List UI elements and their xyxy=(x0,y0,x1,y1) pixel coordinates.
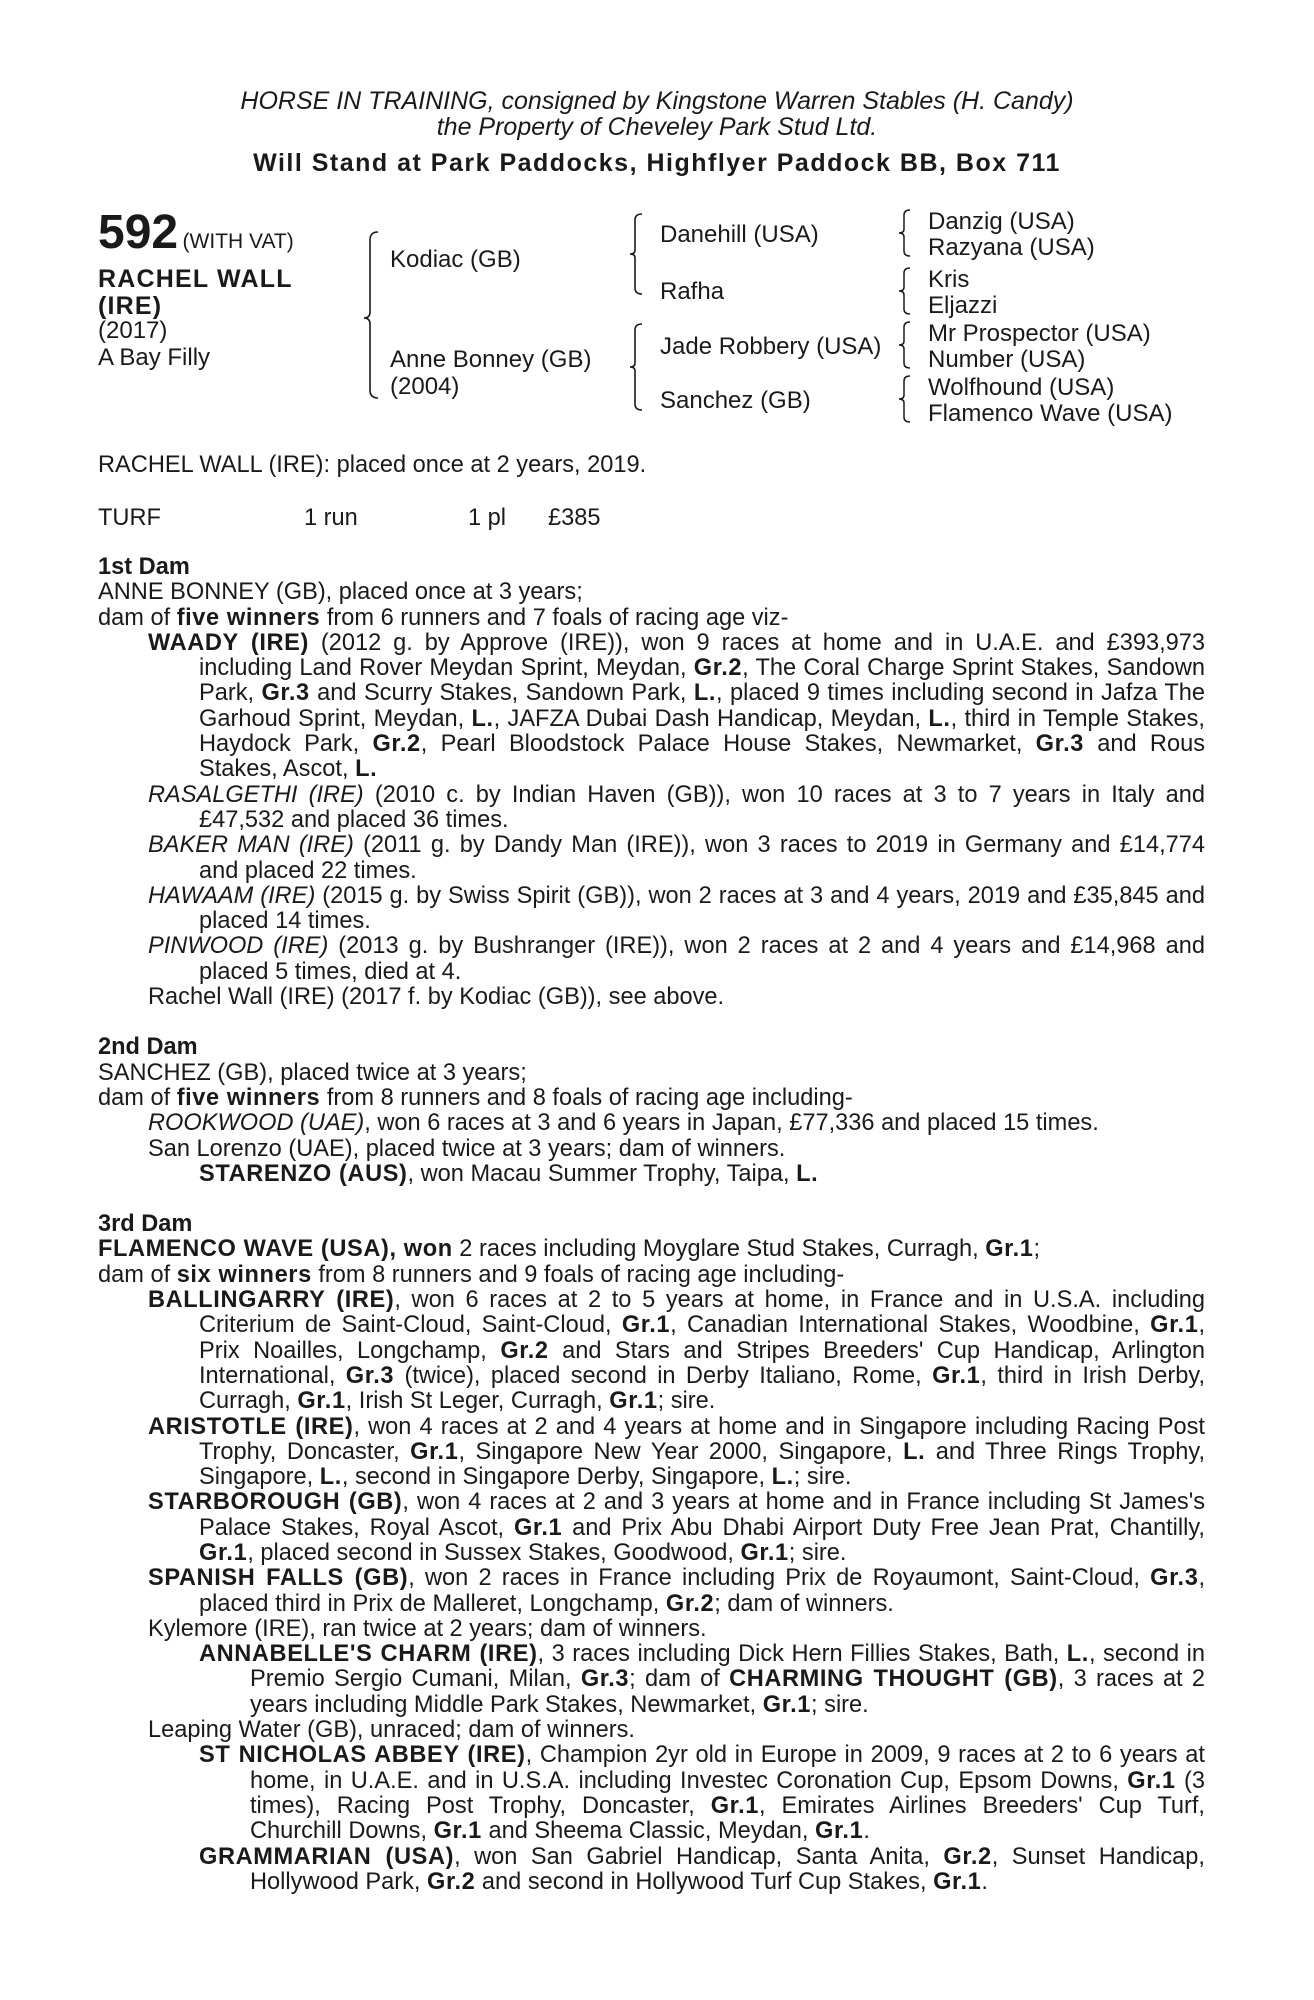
pedigree-gg3: Kris xyxy=(928,266,970,293)
pedigree-gg4: Eljazzi xyxy=(928,292,998,319)
danehill-brace xyxy=(896,208,916,258)
third-dam-heading: 3rd Dam xyxy=(98,1211,193,1238)
pedigree-dam-year: (2004) xyxy=(390,373,460,400)
pedigree-dam: Anne Bonney (GB) xyxy=(390,346,592,373)
produce-entry-starborough: STARBOROUGH (GB), won 4 races at 2 and 3 years at home and in France including St James's Palace Stakes, Royal Ascot, Gr.1 and Prix Abu Dhabi Airport Duty Free Jean Prat, Chantilly, Gr.1, placed second in Sussex Stakes, Goodwood, Gr.1; sire. xyxy=(148,1489,1205,1566)
pedigree-gg7: Wolfhound (USA) xyxy=(928,374,1115,401)
produce-entry-annabelles-charm: ANNABELLE'S CHARM (IRE), 3 races including Dick Hern Fillies Stakes, Bath, L., second in Premio Sergio Cumani, Milan, Gr.3; dam of CHARMING THOUGHT (GB), 3 races at 2 years including Middle Park Stakes, Newmarket, Gr.1; sire. xyxy=(199,1641,1206,1718)
sire-line-brace xyxy=(626,212,650,296)
produce-entry-kylemore: Kylemore (IRE), ran twice at 2 years; dam of winners. xyxy=(148,1615,707,1642)
produce-entry-aristotle: ARISTOTLE (IRE), won 4 races at 2 and 4 years at home and in Singapore including Racing Post Trophy, Doncaster, Gr.1, Singapore New Year 2000, Singapore, L. and Three Rings Trophy, Singapore, L., second in Singapore Derby, Singapore, L.; sire. xyxy=(148,1413,1206,1491)
rafha-brace xyxy=(896,266,916,316)
third-dam-intro: FLAMENCO WAVE (USA), won 2 races including Moyglare Stud Stakes, Curragh, Gr.1; xyxy=(98,1236,1041,1263)
lot-number: 592 xyxy=(98,206,179,259)
produce-entry-leaping-water: Leaping Water (GB), unraced; dam of winners. xyxy=(148,1717,635,1744)
catalogue-text xyxy=(98,555,1205,1895)
record-runs: 1 run xyxy=(304,505,358,531)
pedigree-dam-sire: Jade Robbery (USA) xyxy=(660,333,882,360)
header-property-line: the Property of Cheveley Park Stud Ltd. xyxy=(436,113,878,141)
header-consignor-line: HORSE IN TRAINING, consigned by Kingstone Warren Stables (H. Candy) xyxy=(240,87,1074,115)
pedigree-sire: Kodiac (GB) xyxy=(390,246,521,273)
second-dam-produce: dam of five winners from 8 runners and 8 foals of racing age including- xyxy=(98,1084,853,1111)
produce-entry-baker-man: BAKER MAN (IRE) (2011 g. by Dandy Man (IRE)), won 3 races to 2019 in Germany and £14,774 and placed 22 times. xyxy=(148,832,1205,884)
third-dam-produce: dam of six winners from 8 runners and 9 foals of racing age including- xyxy=(98,1261,845,1288)
produce-entry-starenzo: STARENZO (AUS), won Macau Summer Trophy, Taipa, L. xyxy=(199,1160,819,1187)
produce-entry-waady: WAADY (IRE) (2012 g. by Approve (IRE)), won 9 races at home and in U.A.E. and £393,973 including Land Rover Meydan Sprint, Meydan, Gr.2, The Coral Charge Sprint Stakes, Sandown Park, Gr.3 and Scurry Stakes, Sandown Park, L., placed 9 times including second in Jafza The Garhoud Sprint, Meydan, L., JAFZA Dubai Dash Handicap, Meydan, L., third in Temple Stakes, Haydock Park, Gr.2, Pearl Bloodstock Palace House Stakes, Newmarket, Gr.3 and Rous Stakes, Ascot, L. xyxy=(148,629,1205,783)
horse-description: A Bay Filly xyxy=(98,344,211,371)
produce-entry-pinwood: PINWOOD (IRE) (2013 g. by Bushranger (IRE)), won 2 races at 2 and 4 years and £14,968 and placed 5 times, died at 4. xyxy=(148,933,1205,985)
pedigree-gg8: Flamenco Wave (USA) xyxy=(928,400,1173,427)
produce-entry-rookwood: ROOKWOOD (UAE), won 6 races at 3 and 6 years in Japan, £77,336 and placed 15 times. xyxy=(148,1110,1099,1137)
record-earnings: £385 xyxy=(548,505,601,531)
produce-entry-ballingarry: BALLINGARRY (IRE), won 6 races at 2 to 5 years at home, in France and in U.S.A. including Criterium de Saint-Cloud, Saint-Cloud, Gr.1, Canadian International Stakes, Woodbine, Gr.1, Prix Noailles, Longchamp, Gr.2 and Stars and Stripes Breeders' Cup Handicap, Arlington International, Gr.3 (twice), placed second in Derby Italiano, Rome, Gr.1, third in Irish Derby, Curragh, Gr.1, Irish St Leger, Curragh, Gr.1; sire. xyxy=(148,1287,1205,1415)
pedigree-gg2: Razyana (USA) xyxy=(928,234,1095,261)
pedigree-sire-dam: Rafha xyxy=(660,278,725,305)
produce-entry-rasalgethi: RASALGETHI (IRE) (2010 c. by Indian Haven (GB)), won 10 races at 3 to 7 years in Italy and £47,532 and placed 36 times. xyxy=(148,781,1205,833)
horse-year: (2017) xyxy=(98,317,168,344)
lot-block xyxy=(98,208,294,258)
produce-entry-spanish-falls: SPANISH FALLS (GB), won 2 races in France including Prix de Royaumont, Saint-Cloud, Gr.3, placed third in Prix de Malleret, Longchamp, Gr.2; dam of winners. xyxy=(148,1565,1205,1617)
first-dam-heading: 1st Dam xyxy=(98,554,190,580)
produce-entry-grammarian: GRAMMARIAN (USA), won San Gabriel Handicap, Santa Anita, Gr.2, Sunset Handicap, Hollywood Park, Gr.2 and second in Hollywood Turf Cup Stakes, Gr.1. xyxy=(199,1843,1205,1895)
record-surface: TURF xyxy=(98,505,161,531)
pedigree-gg6: Number (USA) xyxy=(928,346,1086,373)
record-placed: 1 pl xyxy=(468,505,507,531)
produce-entry-rachel-wall: Rachel Wall (IRE) (2017 f. by Kodiac (GB)), see above. xyxy=(148,984,725,1011)
jade-robbery-brace xyxy=(896,320,916,370)
pedigree-dam-dam: Sanchez (GB) xyxy=(660,387,811,414)
first-dam-produce: dam of five winners from 6 runners and 7 foals of racing age viz- xyxy=(98,604,789,631)
sire-dam-brace xyxy=(360,230,390,400)
sanchez-brace xyxy=(896,374,916,424)
produce-entry-st-nicholas-abbey: ST NICHOLAS ABBEY (IRE), Champion 2yr old in Europe in 2009, 9 races at 2 to 6 years at home, in U.A.E. and in U.S.A. including Investec Coronation Cup, Epsom Downs, Gr.1 (3 times), Racing Post Trophy, Doncaster, Gr.1, Emirates Airlines Breeders' Cup Turf, Churchill Downs, Gr.1 and Sheema Classic, Meydan, Gr.1. xyxy=(199,1742,1205,1845)
pedigree-gg5: Mr Prospector (USA) xyxy=(928,320,1151,347)
second-dam-heading: 2nd Dam xyxy=(98,1034,198,1061)
vat-note: (WITH VAT) xyxy=(182,230,294,253)
pedigree-gg1: Danzig (USA) xyxy=(928,208,1075,235)
produce-entry-san-lorenzo: San Lorenzo (UAE), placed twice at 3 years; dam of winners. xyxy=(148,1135,786,1162)
pedigree-sire-sire: Danehill (USA) xyxy=(660,221,819,248)
dam-line-brace xyxy=(626,322,650,412)
produce-entry-hawaam: HAWAAM (IRE) (2015 g. by Swiss Spirit (GB)), won 2 races at 3 and 4 years, 2019 and £35,845 and placed 14 times. xyxy=(148,882,1205,935)
horse-name-line1: RACHEL WALL xyxy=(98,265,293,293)
first-dam-intro: ANNE BONNEY (GB), placed once at 3 years; xyxy=(98,579,583,606)
horse-name-line2: (IRE) xyxy=(98,292,163,320)
race-summary: RACHEL WALL (IRE): placed once at 2 years, 2019. xyxy=(98,452,647,478)
second-dam-intro: SANCHEZ (GB), placed twice at 3 years; xyxy=(98,1059,527,1086)
header-location-line: Will Stand at Park Paddocks, Highflyer Paddock BB, Box 711 xyxy=(253,149,1061,177)
